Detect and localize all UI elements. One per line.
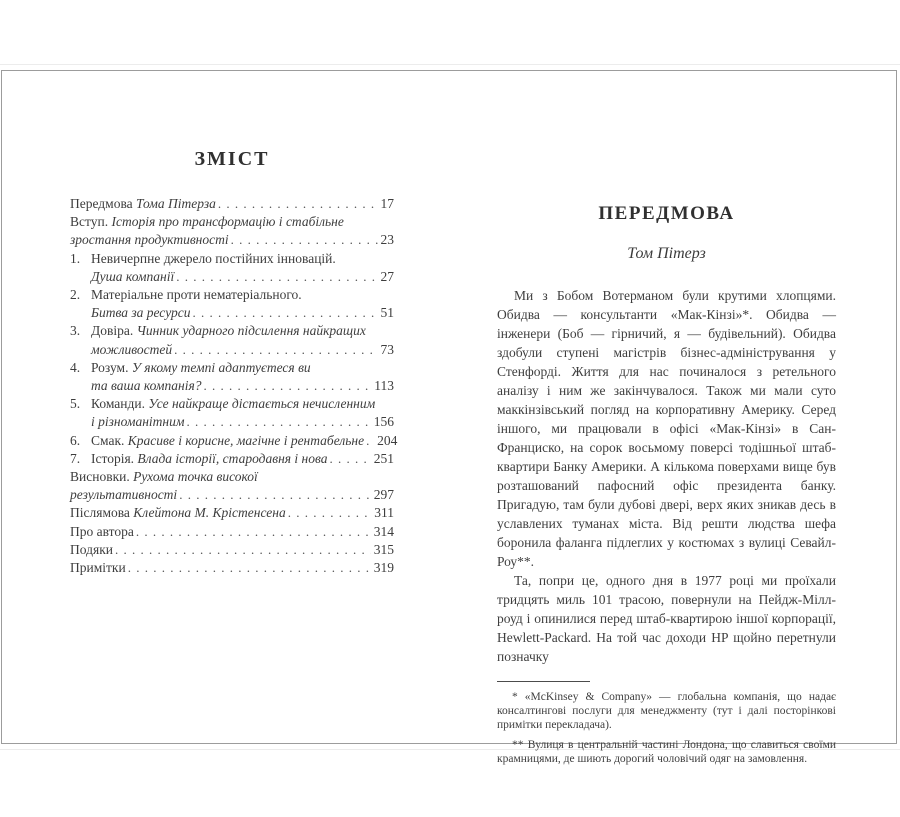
toc-entry-number: 2. [70,287,81,303]
toc-subtitle-text: результативності [70,487,178,503]
toc-line [70,468,394,486]
toc-entry-lines [70,523,394,541]
toc-line [70,541,394,559]
toc-chapter-text: Розум. [91,359,132,375]
dot-leader [366,432,374,450]
toc-entry [70,213,394,249]
toc-entry-lines [70,195,394,213]
toc-entry [70,195,394,213]
toc-entry [70,286,394,322]
toc-entry-number: 3. [70,323,81,339]
toc-entry [70,541,394,559]
toc-page-number: 311 [374,505,394,521]
dot-leader [176,268,377,286]
toc-entry-lines [70,559,394,577]
toc-subtitle-text: Влада історії, стародавня і нова [137,450,328,466]
toc-entry-lines [70,541,394,559]
dot-leader [204,377,372,395]
toc-entry [70,504,394,522]
dot-leader [218,195,378,213]
toc-line [91,286,394,304]
toc-line [70,559,394,577]
toc-subtitle-text: Усе найкраще дістається нечисленним [148,396,376,412]
dot-leader [128,559,371,577]
toc-entry [70,359,394,395]
toc-entry-lines [91,450,394,468]
toc-line [91,395,394,413]
dot-leader [136,523,371,541]
toc-entry-lines [70,213,394,249]
toc-page-number: 17 [380,196,394,211]
toc-subtitle-text: Битва за ресурси [91,305,191,321]
toc-subtitle-text: У якому темпі адаптуєтеся ви [131,359,311,375]
toc-chapter-text: Вступ. [70,214,112,230]
toc-page-number: 319 [373,560,394,576]
dot-leader [231,231,378,249]
foreword-title: ПЕРЕДМОВА [598,203,735,224]
toc-entry-number: 4. [70,359,81,375]
footnotes [497,690,836,766]
toc-entry [70,432,398,450]
toc-list [70,195,398,577]
toc-entry [70,450,394,468]
toc-chapter-text: Післямова [70,505,134,521]
toc-line [91,450,394,468]
toc-page-number: 113 [374,378,394,394]
toc-line [91,359,394,377]
toc-chapter-text: Команди. [91,396,149,412]
toc-page-number: 156 [373,414,394,430]
toc-page-number: 73 [380,341,394,357]
dot-leader [186,413,370,431]
dot-leader [179,486,371,504]
toc-subtitle-text: можливостей [91,341,173,357]
toc-line [91,377,394,395]
dot-leader [115,541,371,559]
toc-entry-lines [91,359,394,395]
toc-entry-lines [70,504,394,522]
toc-line [70,231,394,249]
footnote: ** Вулиця в центральній частині Лондона, що славиться своїми крамницями, де шиють дорогий чоловічий одяг на замовлення. [497,738,836,765]
toc-chapter-text: Подяки [70,541,113,557]
toc-chapter-text: Про автора [70,523,134,539]
footnote: * «McKinsey & Company» — глобальна компанія, що надає консалтингові послуги для менеджменту (тут і далі посторінкові примітки перекладача). [497,691,836,732]
toc-chapter-text: Передмова [70,196,137,211]
toc-page-number: 23 [380,232,394,248]
toc-line [70,213,394,231]
toc-entry [70,250,394,286]
dot-leader [174,341,377,359]
toc-chapter-text: Смак. [91,432,128,448]
toc-page-number: 204 [377,432,398,448]
dot-leader [288,504,372,522]
toc-line [91,250,394,268]
toc-line [70,486,394,504]
toc-subtitle-text: Чинник ударного підсилення найкращих [136,323,366,339]
foreword-paragraph: Та, попри це, одного дня в 1977 році ми проїхали тридцять миль 101 трасою, повернули на Пейдж-Мілл-роуд і опинилися перед штаб-квартирою іншої корпорації, Hewlett-Packard. На той час доходи HP щойно перетнули позначку [497,573,836,664]
toc-line [91,432,398,450]
toc-subtitle-text: Рухома точка високої [133,469,258,485]
toc-entry-lines [91,395,394,431]
toc-entry-lines [91,286,394,322]
toc-entry [70,559,394,577]
left-page [70,148,398,577]
toc-subtitle-text: Красиве і корисне, магічне і рентабельне [127,432,365,448]
toc-entry-number: 7. [70,450,81,466]
toc-page-number: 251 [373,450,394,466]
toc-chapter-text: Невичерпне джерело постійних інновацій. [91,250,336,266]
toc-chapter-text: Матеріальне проти нематеріального. [91,287,302,303]
toc-line [91,268,394,286]
toc-page-number: 27 [380,268,394,284]
toc-line [70,504,394,522]
toc-entry-lines [91,432,398,450]
toc-entry-lines [91,250,394,286]
toc-entry [70,468,394,504]
toc-subtitle-text: Тома Пітерза [136,196,216,211]
dot-leader [193,304,378,322]
toc-line [91,341,394,359]
footnote-divider [497,681,590,682]
toc-chapter-text: Примітки [70,560,126,576]
toc-subtitle-text: Клейтона М. Крістенсена [133,505,286,521]
toc-line [70,523,394,541]
toc-entry [70,322,394,358]
foreword-body [497,286,836,666]
toc-subtitle-text: та ваша компанія? [91,378,202,394]
toc-entry-lines [91,322,394,358]
toc-title: ЗМІСТ [194,148,270,170]
toc-page-number: 51 [380,305,394,321]
toc-page-number: 315 [373,541,394,557]
foreword-paragraph: Ми з Бобом Вотерманом були крутими хлопцями. Обидва — консультанти «Мак-Кінзі»*. Обидва — інженери (Боб — гірничий, я — будівельний). Обидва здобули ступені магістрів бізнес-адміністрування у Стенфорді. Життя для нас починалося з ретельного аналізу і ним же закінчувалося. Також ми мали суто маккінзівський погляд на корпоративну Америку. Серед іншого, ми працювали в офісі «Мак-Кінзі» в Сан-Франциско, на сорок восьмому поверсі тодішньої штаб-квартири Банку Америки. А кількома поверхами вище був розташований пафосний офіс президента банку. Пригадую, там були дубові двері, верх яких зникав десь в уславлених туманах міста. Від решти людства шефа боронила фаланга підлеглих у костюмах з вулиці Севайл-Роу**. [497,288,836,569]
toc-entry-lines [70,468,394,504]
right-page [497,203,836,771]
toc-entry-number: 6. [70,432,81,448]
toc-subtitle-text: і різноманітним [91,414,185,430]
dot-leader [330,450,371,468]
foreword-author: Том Пітерз [627,245,706,262]
toc-subtitle-text: Душа компанії [91,268,175,284]
toc-line [70,195,394,213]
toc-entry-number: 1. [70,250,81,266]
toc-chapter-text: Висновки. [70,469,134,485]
toc-chapter-text: Довіра. [91,323,137,339]
toc-line [91,304,394,322]
toc-entry-number: 5. [70,396,81,412]
toc-line [91,322,394,340]
toc-page-number: 297 [373,487,394,503]
toc-entry [70,523,394,541]
toc-line [91,413,394,431]
toc-entry [70,395,394,431]
scan-edge-top [0,64,900,65]
toc-subtitle-text: Історія про трансформацію і стабільне [111,214,344,230]
toc-chapter-text: Історія. [91,450,138,466]
toc-subtitle-text: зростання продуктивності [70,232,229,248]
toc-page-number: 314 [373,523,394,539]
